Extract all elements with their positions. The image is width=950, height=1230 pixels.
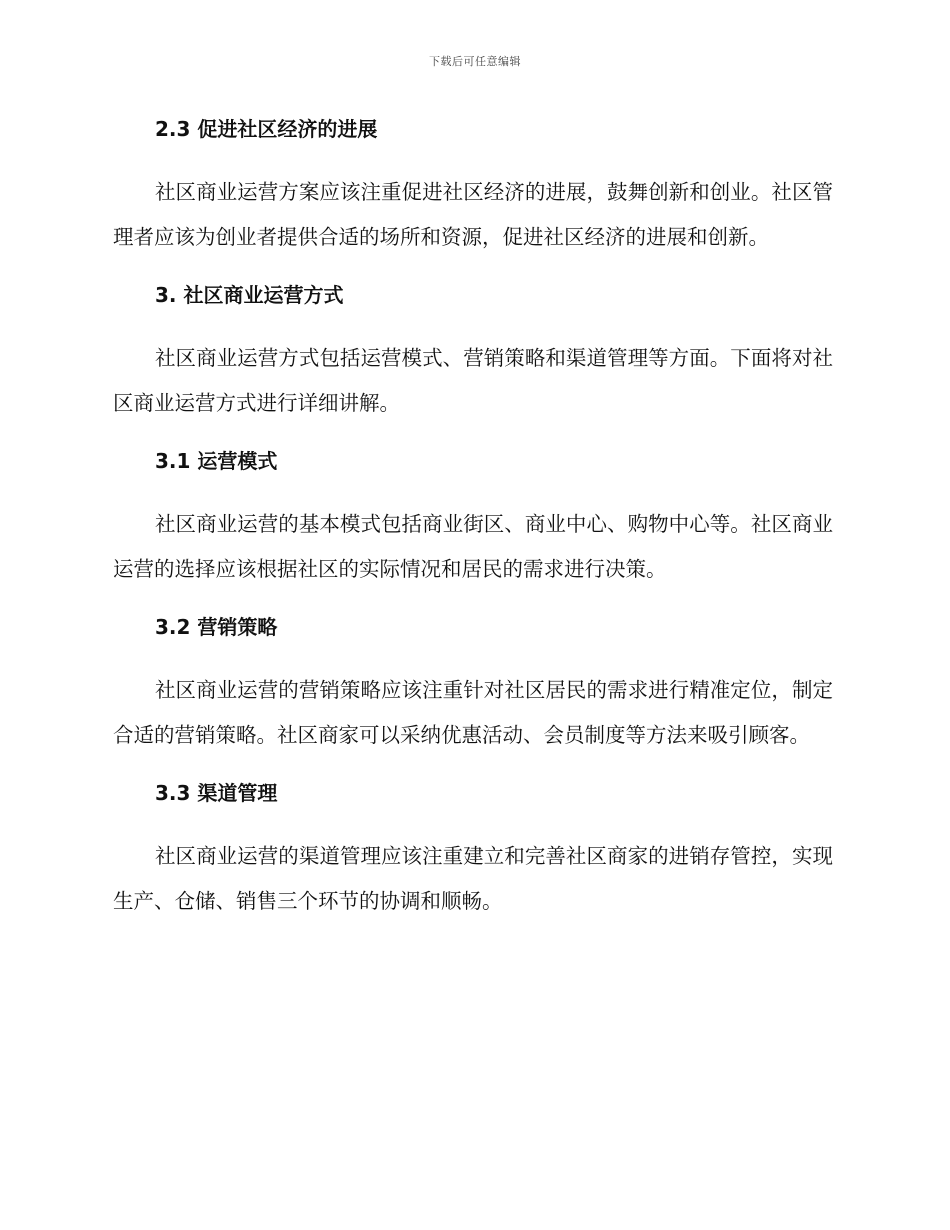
section-heading: 3.3 渠道管理 — [155, 781, 278, 805]
section-heading: 3. 社区商业运营方式 — [155, 283, 344, 307]
section-paragraph: 社区商业运营的基本模式包括商业街区、商业中心、购物中心等。社区商业运营的选择应该根据社区的实际情况和居民的需求进行决策。 — [113, 512, 833, 581]
section-3 — [113, 279, 833, 426]
section-3-1 — [113, 445, 833, 592]
section-2-3 — [113, 113, 833, 260]
section-3-3 — [113, 777, 833, 924]
section-paragraph: 社区商业运营方案应该注重促进社区经济的进展，鼓舞创新和创业。社区管理者应该为创业者提供合适的场所和资源，促进社区经济的进展和创新。 — [113, 180, 833, 249]
section-heading: 2.3 促进社区经济的进展 — [155, 117, 378, 141]
section-3-2 — [113, 611, 833, 758]
header-note: 下载后可任意编辑 — [429, 55, 521, 68]
section-heading: 3.1 运营模式 — [155, 449, 278, 473]
document-body — [113, 113, 833, 924]
section-paragraph: 社区商业运营方式包括运营模式、营销策略和渠道管理等方面。下面将对社区商业运营方式进行详细讲解。 — [113, 346, 833, 415]
section-paragraph: 社区商业运营的营销策略应该注重针对社区居民的需求进行精准定位，制定合适的营销策略。社区商家可以采纳优惠活动、会员制度等方法来吸引顾客。 — [113, 678, 833, 747]
section-heading: 3.2 营销策略 — [155, 615, 278, 639]
section-paragraph: 社区商业运营的渠道管理应该注重建立和完善社区商家的进销存管控，实现生产、仓储、销售三个环节的协调和顺畅。 — [113, 844, 833, 913]
